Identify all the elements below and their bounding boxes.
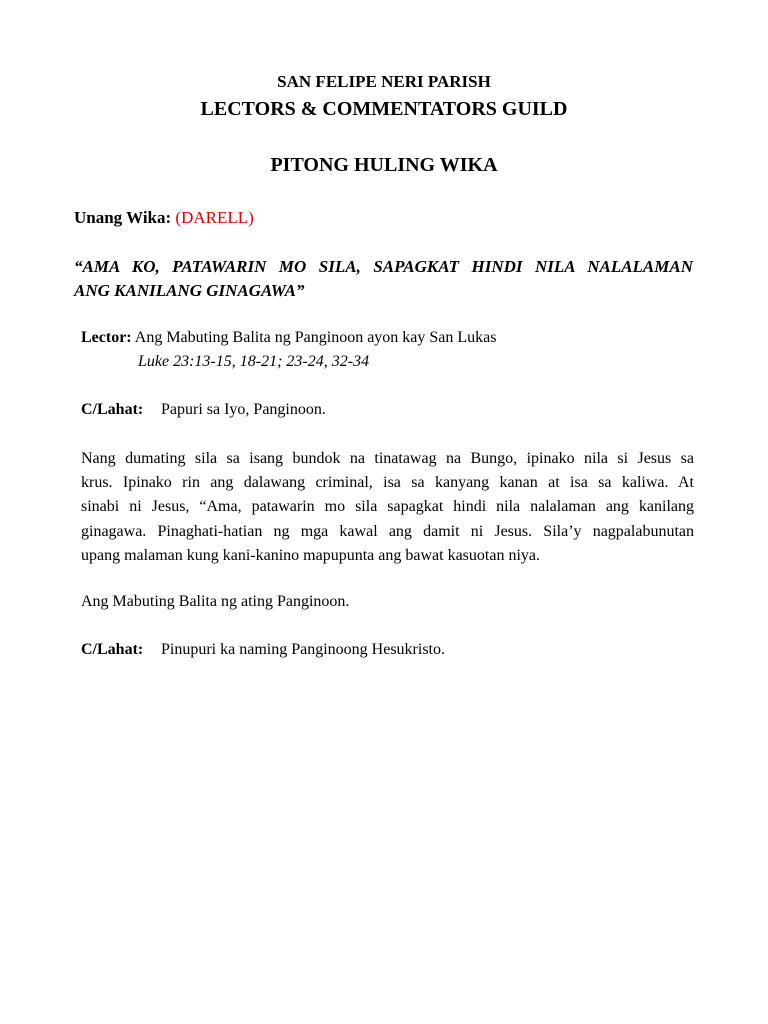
wika-heading [74,207,254,229]
quote-line-1: “AMA KO, PATAWARIN MO SILA, SAPAGKAT HINDI NILA NALALAMAN [74,257,693,276]
response-label: C/Lahat: [81,401,144,418]
gospel-closing: Ang Mabuting Balita ng ating Panginoon. [81,593,350,610]
document-title: PITONG HULING WIKA [270,154,498,176]
gospel-line: sinabi ni Jesus, “Ama, patawarin mo sila sapagkat hindi nila nalalaman ang kanilang [81,498,694,516]
gospel-line: krus. Ipinako rin ang dalawang criminal, isa sa kanyang kanan at isa sa kaliwa. At [81,474,694,492]
lector-announcement [81,327,497,349]
wika-reader: (DARELL) [175,208,254,227]
congregation-response-2 [81,639,445,661]
guild-name: LECTORS & COMMENTATORS GUILD [200,98,568,120]
wika-label: Unang Wika: [74,208,172,227]
congregation-response-1 [81,399,326,421]
scripture-citation: Luke 23:13-15, 18-21; 23-24, 32-34 [138,353,370,370]
wika-quote [74,255,693,303]
gospel-line: upang malaman kung kani-kanino mapupunta ang bawat kasuotan niya. [81,546,540,564]
parish-name: SAN FELIPE NERI PARISH [277,72,491,91]
response-label: C/Lahat: [81,641,144,658]
response-text: Papuri sa Iyo, Panginoon. [161,401,326,418]
lector-text: Ang Mabuting Balita ng Panginoon ayon kay San Lukas [134,329,497,346]
gospel-line: Nang dumating sila sa isang bundok na tinatawag na Bungo, ipinako nila si Jesus sa [81,450,694,467]
lector-label: Lector: [81,329,132,346]
gospel-paragraph [81,447,694,568]
gospel-line: ginagawa. Pinaghati-hatian ng mga kawal ang damit ni Jesus. Sila’y nagpalabunutan [81,522,694,540]
response-text: Pinupuri ka naming Panginoong Hesukristo. [161,641,445,658]
quote-line-2: ANG KANILANG GINAGAWA” [74,281,305,300]
